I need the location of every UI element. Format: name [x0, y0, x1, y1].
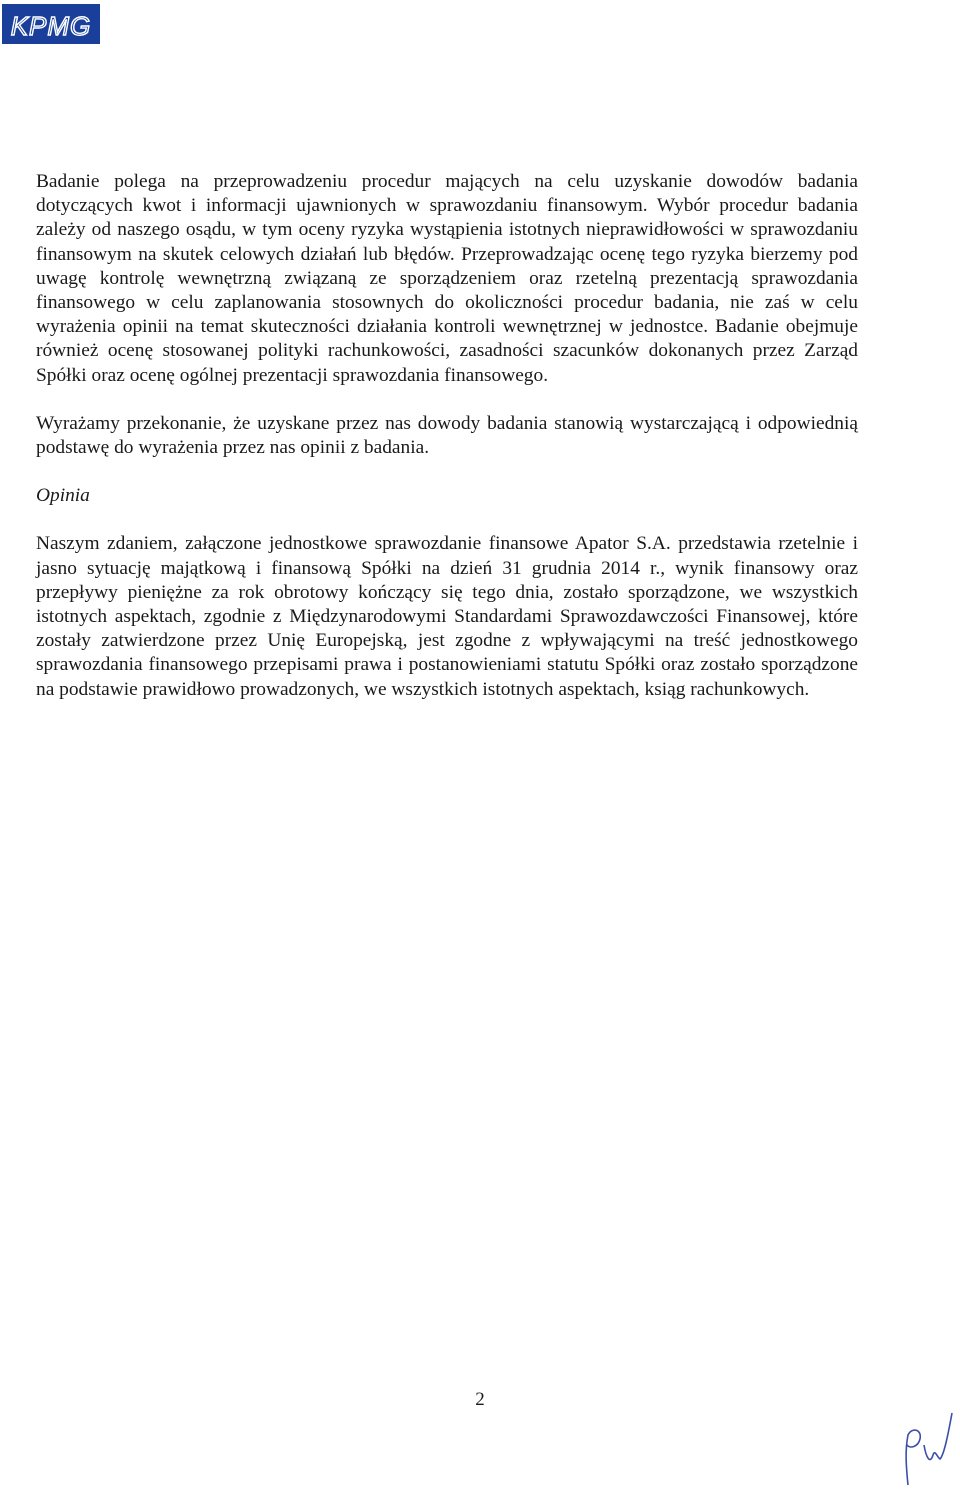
svg-text:KPMG: KPMG	[10, 11, 92, 41]
page-number: 2	[475, 1389, 485, 1410]
handwritten-initials	[900, 1405, 960, 1490]
section-heading-opinion: Opinia	[36, 485, 90, 507]
paragraph-opinion: Naszym zdaniem, załączone jednostkowe sprawozdanie finansowe Apator S.A. przedstawia rzetelnie i jasno sytuację majątkową i finansową Spółki na dzień 31 grudnia 2014 r., wynik finansowy oraz przepływy pieniężne za rok obrotowy kończący się tego dnia, zostało sporządzone, we wszystkich istotnych aspektach, zgodnie z Międzynarodowymi Standardami Sprawozdawczości Finansowej, które zostały zatwierdzone przez Unię Europejską, jest zgodne z wpływającymi na treść jednostkowego sprawozdania finansowego przepisami prawa i postanowieniami statutu Spółki oraz zostało sporządzone na podstawie prawidłowo prowadzonych, we wszystkich istotnych aspektach, ksiąg rachunkowych.	[36, 533, 858, 700]
document-body	[36, 170, 858, 702]
paragraph-evidence-sufficiency: Wyrażamy przekonanie, że uzyskane przez nas dowody badania stanowią wystarczającą i odpowiednią podstawę do wyrażenia przez nas opinii z badania.	[36, 412, 858, 459]
paragraph-audit-procedures: Badanie polega na przeprowadzeniu procedur mających na celu uzyskanie dowodów badania dotyczących kwot i informacji ujawnionych w sprawozdaniu finansowym. Wybór procedur badania zależy od naszego osądu, w tym oceny ryzyka wystąpienia istotnych nieprawidłowości w sprawozdaniu finansowym na skutek celowych działań lub błędów. Przeprowadzając ocenę tego ryzyka bierzemy pod uwagę kontrolę wewnętrzną związaną ze sporządzeniem oraz rzetelną prezentacją sprawozdania finansowego w celu zaplanowania stosownych do okoliczności procedur badania, nie zaś w celu wyrażenia opinii na temat skuteczności działania kontroli wewnętrznej w jednostce. Badanie obejmuje również ocenę stosowanej polityki rachunkowości, zasadności szacunków dokonanych przez Zarząd Spółki oraz ocenę ogólnej prezentacji sprawozdania finansowego.	[36, 171, 858, 386]
kpmg-logo	[2, 4, 100, 44]
